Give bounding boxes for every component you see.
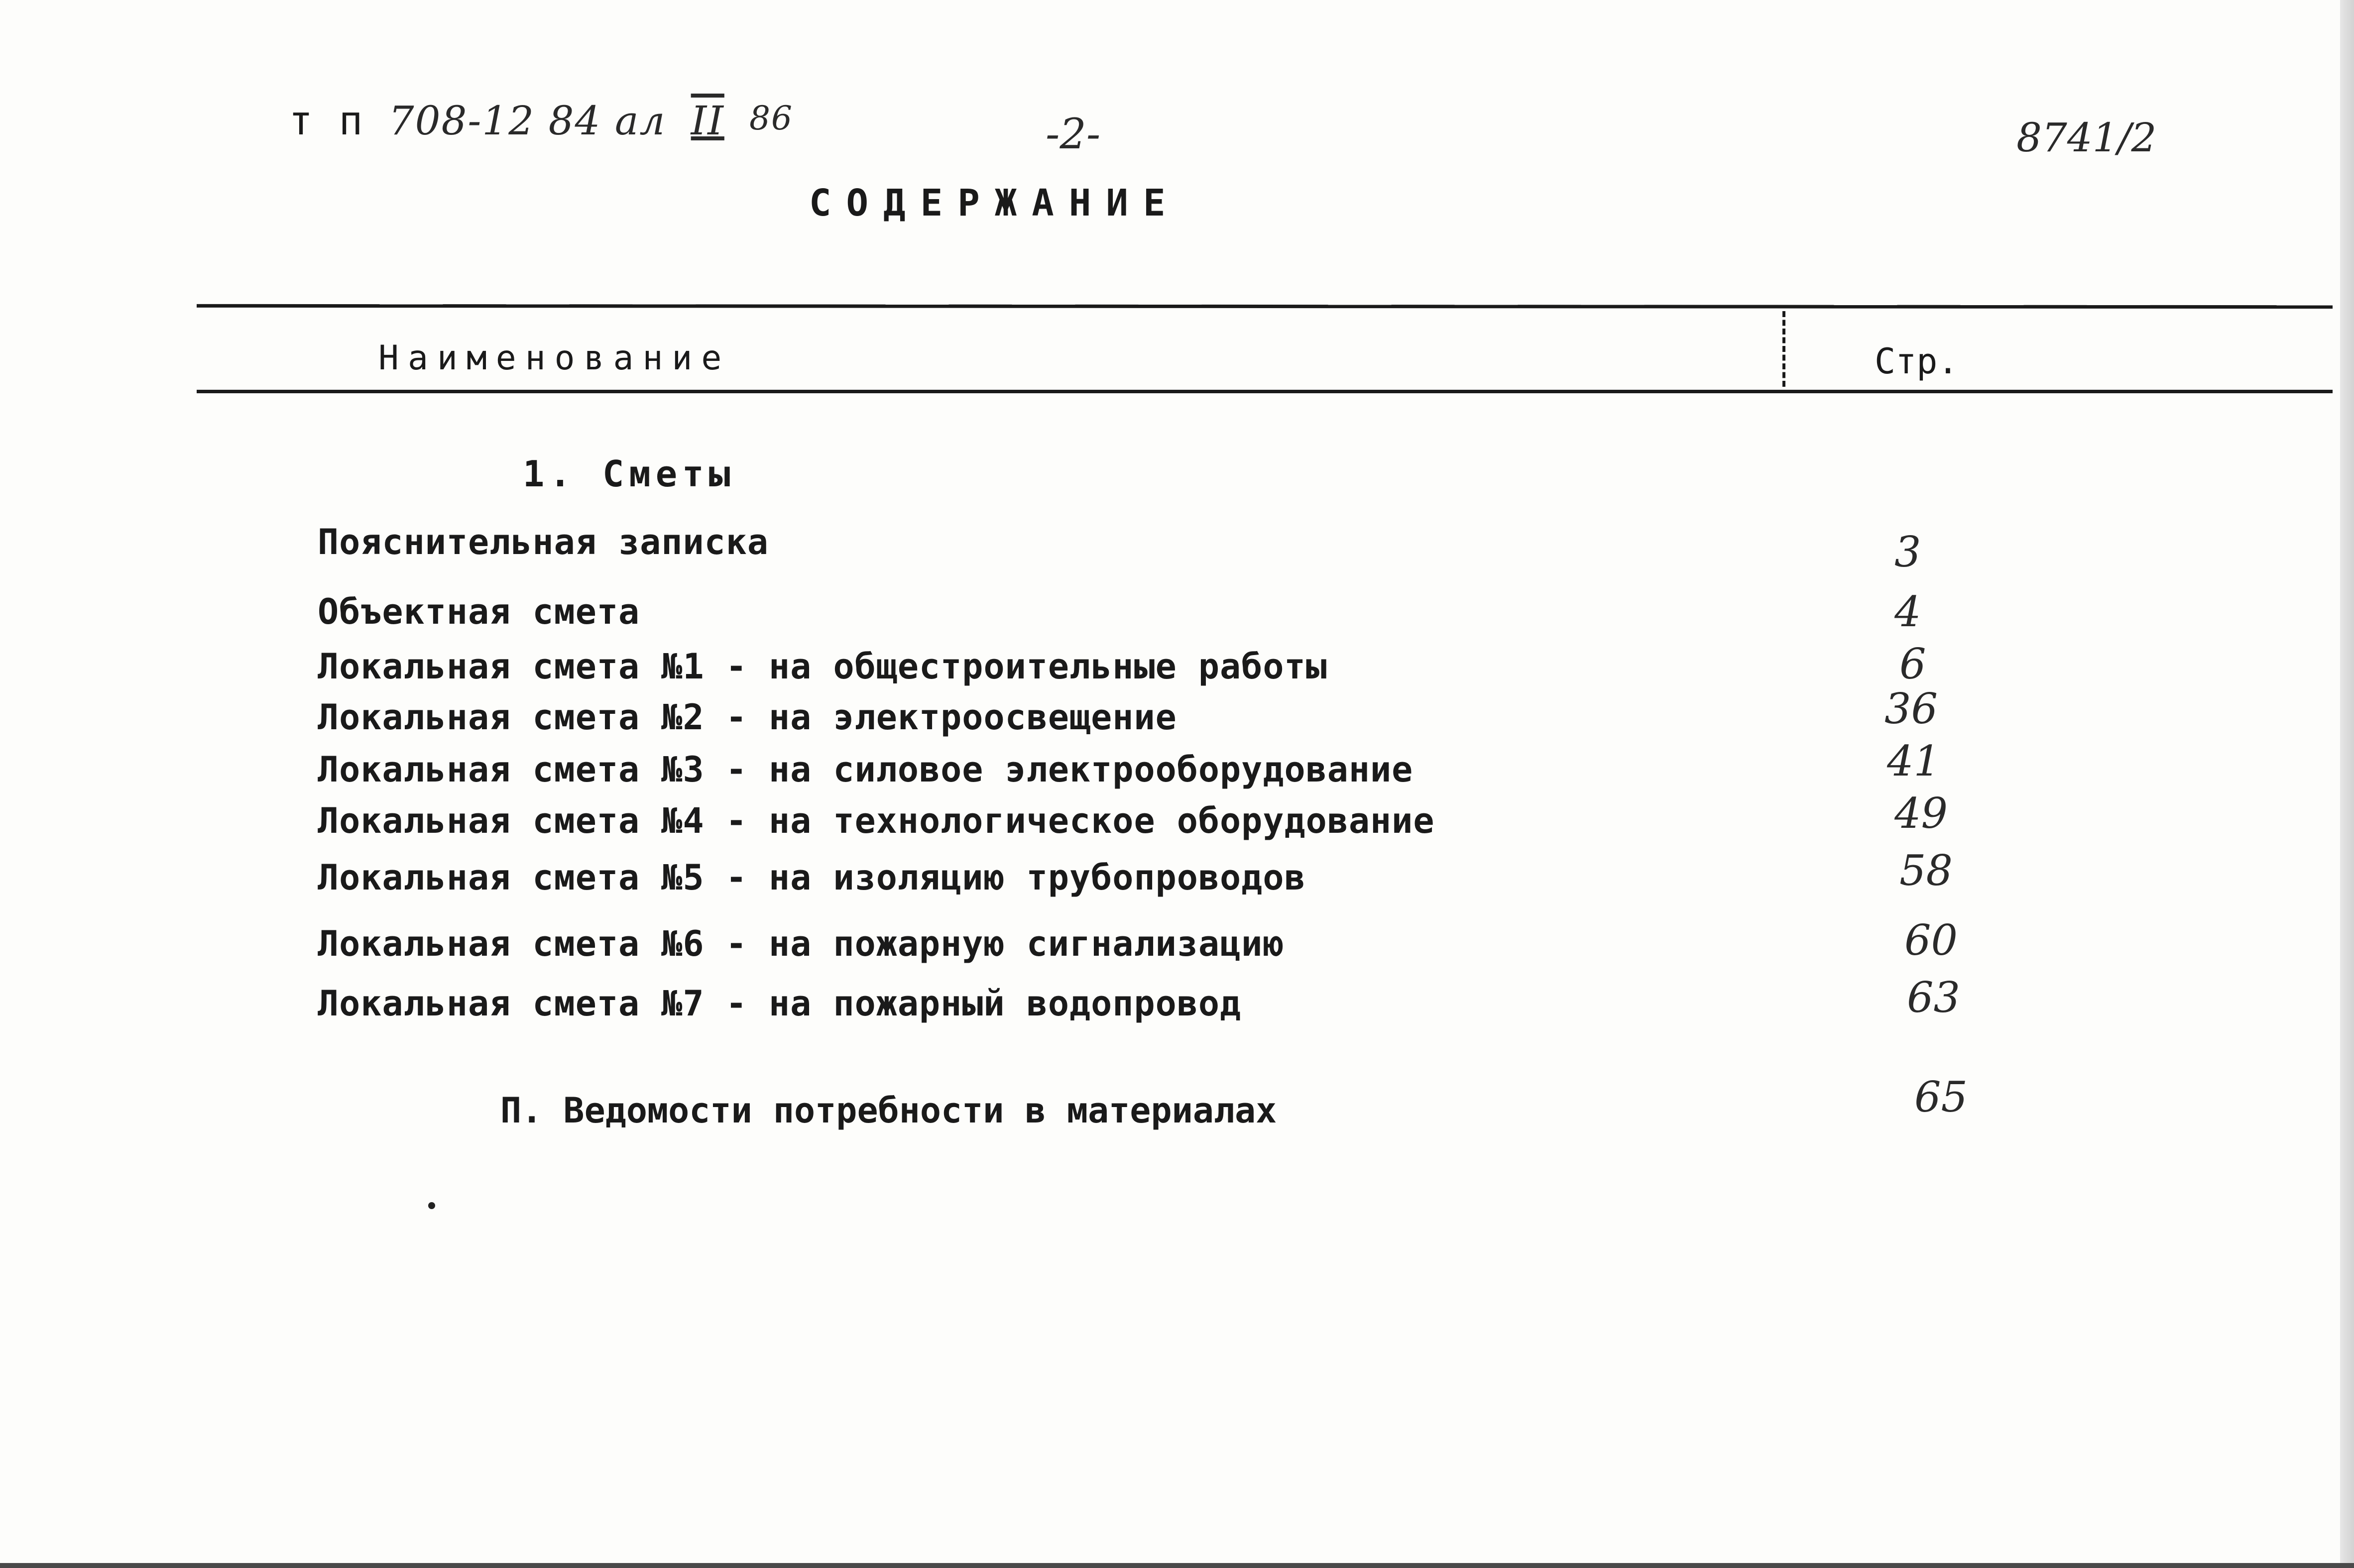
toc-row-page: 3 [1894, 528, 1921, 576]
toc-row-page: 60 [1904, 916, 1958, 965]
toc-row-page: 41 [1887, 737, 1940, 785]
toc-row-page: 6 [1899, 640, 1926, 688]
scan-right-edge [2340, 0, 2354, 1568]
toc-row-page: 4 [1894, 587, 1921, 636]
toc-row-page: 63 [1907, 973, 1960, 1022]
toc-row-name: Локальная смета №5 - на изоляцию трубопроводов [318, 857, 1306, 898]
toc-row-name: Локальная смета №1 - на общестроительные работы [318, 646, 1327, 687]
table-top-rule [197, 304, 2333, 309]
toc-row-name: Локальная смета №7 - на пожарный водопровод [318, 983, 1242, 1024]
document-code-prefix: т п [289, 98, 364, 144]
sheet-code: 8741/2 [2016, 114, 2157, 161]
toc-row-page: 58 [1899, 846, 1953, 895]
toc-row-name: Локальная смета №2 - на электроосвещение [318, 697, 1177, 738]
toc-row-name: Локальная смета №6 - на пожарную сигнализацию [318, 923, 1285, 964]
document-year: 86 [749, 99, 794, 137]
column-header-name: Наименование [378, 338, 731, 378]
column-header-page: Стр. [1875, 341, 1959, 382]
section-title-estimates: 1. Сметы [523, 453, 735, 495]
ink-dot [428, 1202, 435, 1209]
toc-row-page: 36 [1884, 684, 1938, 733]
page-title: СОДЕРЖАНИЕ [809, 182, 1180, 224]
scan-bottom-edge [0, 1563, 2354, 1568]
page-number: -2- [1046, 110, 1101, 158]
document-code [289, 98, 793, 144]
document-code-number: 708-12 84 ал [388, 98, 666, 144]
column-divider [1782, 311, 1785, 387]
section-materials-page: 65 [1914, 1073, 1968, 1121]
table-bottom-rule [197, 390, 2333, 393]
toc-row-name: Пояснительная записка [318, 522, 769, 562]
toc-row-name: Локальная смета №3 - на силовое электрооборудование [318, 749, 1413, 790]
section-title-materials: П. Ведомости потребности в материалах [500, 1090, 1277, 1131]
document-album: II [691, 98, 724, 144]
toc-row-page: 49 [1894, 789, 1948, 838]
toc-row-name: Объектная смета [318, 591, 640, 632]
toc-row-name: Локальная смета №4 - на технологическое оборудование [318, 800, 1435, 841]
